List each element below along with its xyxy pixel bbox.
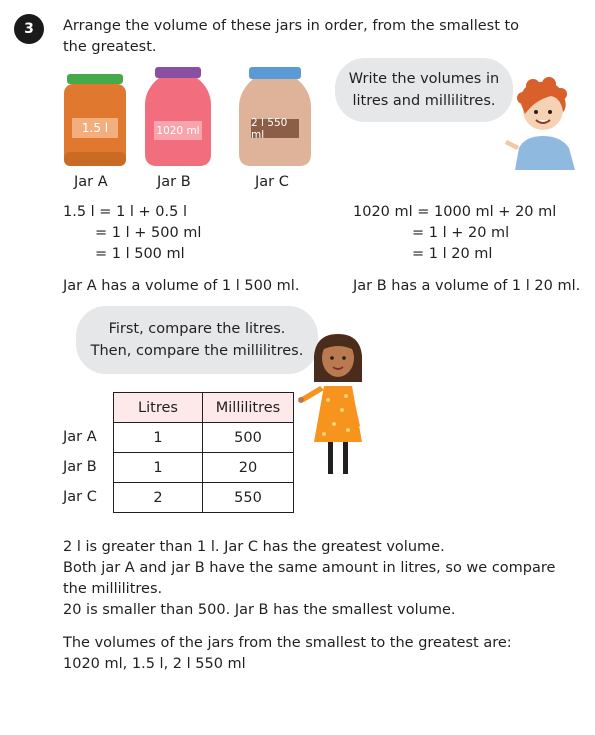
- table-cell-millilitres: 500: [203, 423, 294, 453]
- working-a-line3: = 1 l 500 ml: [95, 246, 185, 262]
- table-row-label-jar-c: Jar C: [63, 489, 97, 505]
- table-header-row: [114, 393, 294, 423]
- table-row: [114, 453, 294, 483]
- working-a-conclusion: Jar A has a volume of 1 l 500 ml.: [63, 278, 300, 294]
- working-b-line1: 1020 ml = 1000 ml + 20 ml: [353, 204, 557, 220]
- jar-a: [62, 74, 128, 166]
- explanation-line1: 2 l is greater than 1 l. Jar C has the greatest volume.: [63, 539, 445, 555]
- explanation-line3: the millilitres.: [63, 581, 163, 597]
- working-b-line3: = 1 l 20 ml: [412, 246, 493, 262]
- table-row: [114, 483, 294, 513]
- table-cell-litres: 2: [114, 483, 203, 513]
- jar-c-name: Jar C: [255, 174, 289, 190]
- jar-a-label: 1.5 l: [72, 118, 118, 138]
- jar-b: [145, 67, 211, 166]
- girl-character-icon: [298, 330, 378, 480]
- answer-line2: 1020 ml, 1.5 l, 2 l 550 ml: [63, 656, 246, 672]
- table-row-label-jar-a: Jar A: [63, 429, 97, 445]
- table-cell-litres: 1: [114, 423, 203, 453]
- jar-c: [239, 67, 311, 166]
- answer-line1: The volumes of the jars from the smallest to the greatest are:: [63, 635, 512, 651]
- jar-b-name: Jar B: [157, 174, 191, 190]
- table-row-label-jar-b: Jar B: [63, 459, 97, 475]
- table-cell-millilitres: 550: [203, 483, 294, 513]
- question-prompt-line2: the greatest.: [63, 39, 157, 55]
- question-prompt-line1: Arrange the volume of these jars in order, from the smallest to: [63, 18, 520, 34]
- jar-a-name: Jar A: [74, 174, 108, 190]
- table-row: [114, 423, 294, 453]
- speech-bubble-girl-line2: Then, compare the millilitres.: [90, 343, 304, 359]
- volume-table: [113, 392, 294, 513]
- table-cell-millilitres: 20: [203, 453, 294, 483]
- table-cell-litres: 1: [114, 453, 203, 483]
- working-b-line2: = 1 l + 20 ml: [412, 225, 510, 241]
- jar-b-icon: [145, 67, 211, 166]
- question-number-badge: 3: [14, 14, 44, 44]
- speech-bubble-boy: [335, 58, 513, 122]
- jar-b-label: 1020 ml: [154, 121, 202, 140]
- speech-bubble-girl: [76, 306, 318, 374]
- table-header-millilitres: Millilitres: [203, 393, 294, 423]
- speech-bubble-boy-line2: litres and millilitres.: [352, 93, 496, 109]
- speech-bubble-boy-line1: Write the volumes in: [348, 71, 500, 87]
- explanation-line2: Both jar A and jar B have the same amount in litres, so we compare: [63, 560, 556, 576]
- boy-character-icon: [503, 74, 585, 170]
- working-a-line2: = 1 l + 500 ml: [95, 225, 202, 241]
- speech-bubble-girl-line1: First, compare the litres.: [108, 321, 286, 337]
- table-header-litres: Litres: [114, 393, 203, 423]
- working-b-conclusion: Jar B has a volume of 1 l 20 ml.: [353, 278, 581, 294]
- working-a-line1: 1.5 l = 1 l + 0.5 l: [63, 204, 187, 220]
- jar-c-label: 2 l 550 ml: [251, 119, 299, 138]
- explanation-line4: 20 is smaller than 500. Jar B has the smallest volume.: [63, 602, 456, 618]
